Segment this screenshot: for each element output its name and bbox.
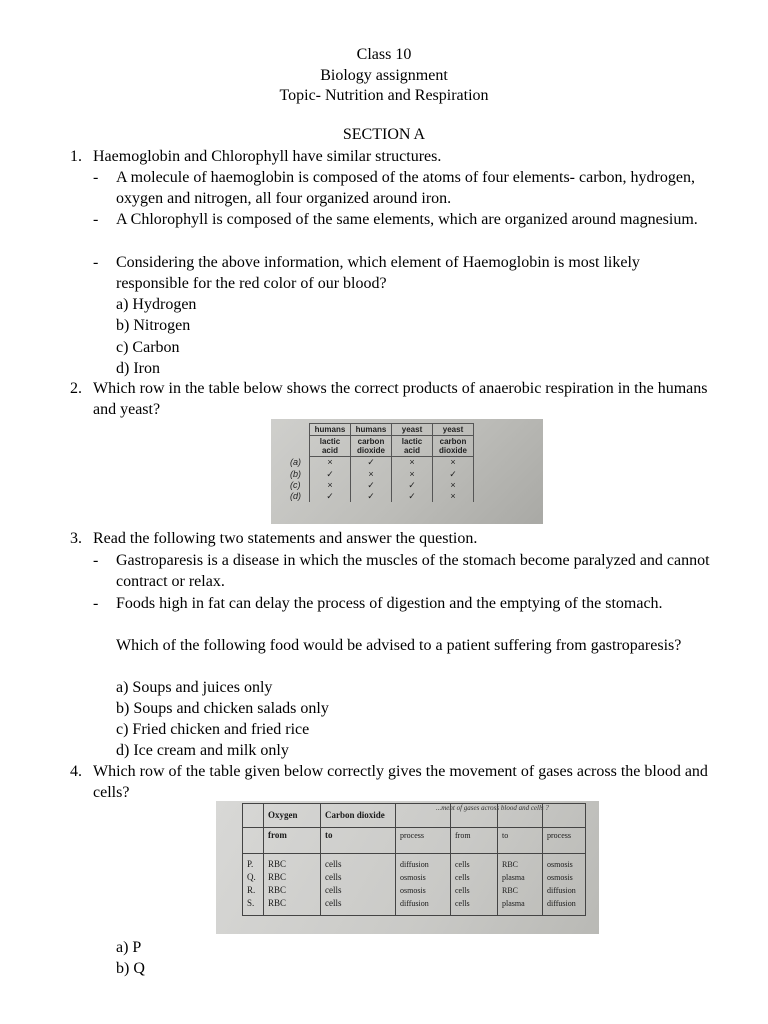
table-cell: × [310, 457, 351, 469]
table-cell: diffusion [543, 897, 586, 916]
table-cell: ✓ [351, 457, 392, 469]
q3-option-a: a) Soups and juices only [116, 679, 273, 696]
topic-heading: Topic- Nutrition and Respiration [279, 87, 489, 104]
table-cell: RBC [264, 884, 321, 897]
q4-head [243, 804, 264, 828]
table-cell: osmosis [396, 871, 451, 884]
q4-head [243, 828, 264, 854]
table-cell: × [433, 491, 474, 502]
table-row [287, 457, 474, 469]
q3-number: 3. [70, 530, 82, 547]
q4-head [396, 804, 451, 828]
q4-head: Carbon dioxide [321, 804, 396, 828]
table-cell: ✓ [392, 480, 433, 491]
q2-subheader: carbon dioxide [351, 436, 392, 457]
table-row [243, 871, 586, 884]
q2-text: Which row in the table below shows the correct products of anaerobic respiration in the humans and yeast? [93, 380, 708, 418]
q4-number: 4. [70, 763, 82, 780]
table-cell: RBC [264, 897, 321, 916]
row-label: P. [243, 854, 264, 872]
table-row [287, 469, 474, 480]
table-cell: cells [321, 871, 396, 884]
q1-bullet-3: Considering the above information, which element of Haemoglobin is most likely responsible for the red color of our blood? [116, 254, 640, 292]
table-cell: diffusion [396, 854, 451, 872]
table-cell: osmosis [543, 871, 586, 884]
table-cell: cells [321, 884, 396, 897]
q4-head [543, 804, 586, 828]
table-cell: diffusion [543, 884, 586, 897]
q3-bullet-1: Gastroparesis is a disease in which the muscles of the stomach become paralyzed and cannot contract or relax. [116, 552, 710, 590]
q4-table-caption: ...ment of gases across blood and cells ? [436, 804, 549, 812]
q4-head: process [543, 828, 586, 854]
q4-head: process [396, 828, 451, 854]
table-cell: RBC [264, 871, 321, 884]
table-cell: diffusion [396, 897, 451, 916]
q4-head: to [321, 828, 396, 854]
q2-number: 2. [70, 380, 82, 397]
q1-text: Haemoglobin and Chlorophyll have similar structures. [93, 148, 442, 165]
q4-head: Oxygen [264, 804, 321, 828]
row-label: (b) [290, 468, 301, 479]
table-cell: osmosis [396, 884, 451, 897]
q1-option-d: d) Iron [116, 360, 160, 377]
q3-option-b: b) Soups and chicken salads only [116, 700, 329, 717]
q3-bullet-2: Foods high in fat can delay the process of digestion and the emptying of the stomach. [116, 595, 663, 612]
q3-option-d: d) Ice cream and milk only [116, 742, 289, 759]
table-cell: × [433, 480, 474, 491]
q1-bullet-2: A Chlorophyll is composed of the same elements, which are organized around magnesium. [116, 211, 698, 228]
table-row [243, 897, 586, 916]
q2-subheader: carbon dioxide [433, 436, 474, 457]
row-label: S. [243, 897, 264, 916]
table-cell: RBC [498, 884, 543, 897]
q4-head [498, 804, 543, 828]
table-cell: ✓ [351, 491, 392, 502]
q4-text: Which row of the table given below correctly gives the movement of gases across the blood and cells? [93, 763, 708, 801]
q1-number: 1. [70, 148, 82, 165]
row-label: (a) [290, 457, 301, 467]
table-cell: × [310, 480, 351, 491]
q4-table [242, 803, 586, 916]
q3-bullet-dash: - [93, 552, 99, 569]
q1-option-b: b) Nitrogen [116, 317, 191, 334]
row-label: (c) [290, 479, 301, 490]
subject-heading: Biology assignment [320, 67, 448, 84]
q4-head: to [498, 828, 543, 854]
q2-header: yeast [433, 424, 474, 436]
table-cell: ✓ [351, 480, 392, 491]
q2-subheader: lactic acid [392, 436, 433, 457]
q1-bullet-dash: - [93, 211, 99, 228]
q1-bullet-dash: - [93, 254, 99, 271]
q4-option-b: b) Q [116, 960, 145, 977]
table-cell: ✓ [433, 469, 474, 480]
table-cell: plasma [498, 871, 543, 884]
q2-table-image [271, 419, 543, 524]
q4-head [451, 804, 498, 828]
q1-bullet-dash: - [93, 169, 99, 186]
row-label: (d) [290, 490, 301, 501]
q3-bullet-dash: - [93, 595, 99, 612]
table-cell: × [351, 469, 392, 480]
table-cell: ✓ [310, 469, 351, 480]
table-cell: RBC [264, 854, 321, 872]
table-cell: × [433, 457, 474, 469]
table-row [287, 480, 474, 491]
q4-head: from [264, 828, 321, 854]
q4-table-image [216, 801, 599, 934]
q2-subheader: lactic acid [310, 436, 351, 457]
table-row [287, 491, 474, 502]
q2-header: humans [310, 424, 351, 436]
table-cell: RBC [498, 854, 543, 872]
table-cell: ✓ [392, 491, 433, 502]
q4-option-a: a) P [116, 939, 142, 956]
table-cell: cells [321, 854, 396, 872]
table-cell: × [392, 469, 433, 480]
table-cell: plasma [498, 897, 543, 916]
section-heading: SECTION A [342, 126, 426, 143]
table-cell: ✓ [310, 491, 351, 502]
table-cell: cells [451, 897, 498, 916]
table-cell: × [392, 457, 433, 469]
q2-table [287, 423, 474, 502]
table-cell: osmosis [543, 854, 586, 872]
q2-header: yeast [392, 424, 433, 436]
q1-bullet-1: A molecule of haemoglobin is composed of the atoms of four elements- carbon, hydrogen, oxygen and nitrogen, all four organized around iron. [116, 169, 695, 207]
q1-option-a: a) Hydrogen [116, 296, 197, 313]
table-row [243, 854, 586, 872]
table-cell: cells [451, 854, 498, 872]
table-row [243, 884, 586, 897]
row-label: Q. [243, 871, 264, 884]
q3-option-c: c) Fried chicken and fried rice [116, 721, 310, 738]
q4-head: from [451, 828, 498, 854]
table-cell: cells [451, 871, 498, 884]
class-heading: Class 10 [356, 46, 412, 63]
q3-question: Which of the following food would be advised to a patient suffering from gastroparesis? [116, 637, 682, 654]
table-cell: cells [451, 884, 498, 897]
table-cell: cells [321, 897, 396, 916]
q2-header: humans [351, 424, 392, 436]
row-label: R. [243, 884, 264, 897]
q3-text: Read the following two statements and answer the question. [93, 530, 478, 547]
q1-option-c: c) Carbon [116, 339, 180, 356]
